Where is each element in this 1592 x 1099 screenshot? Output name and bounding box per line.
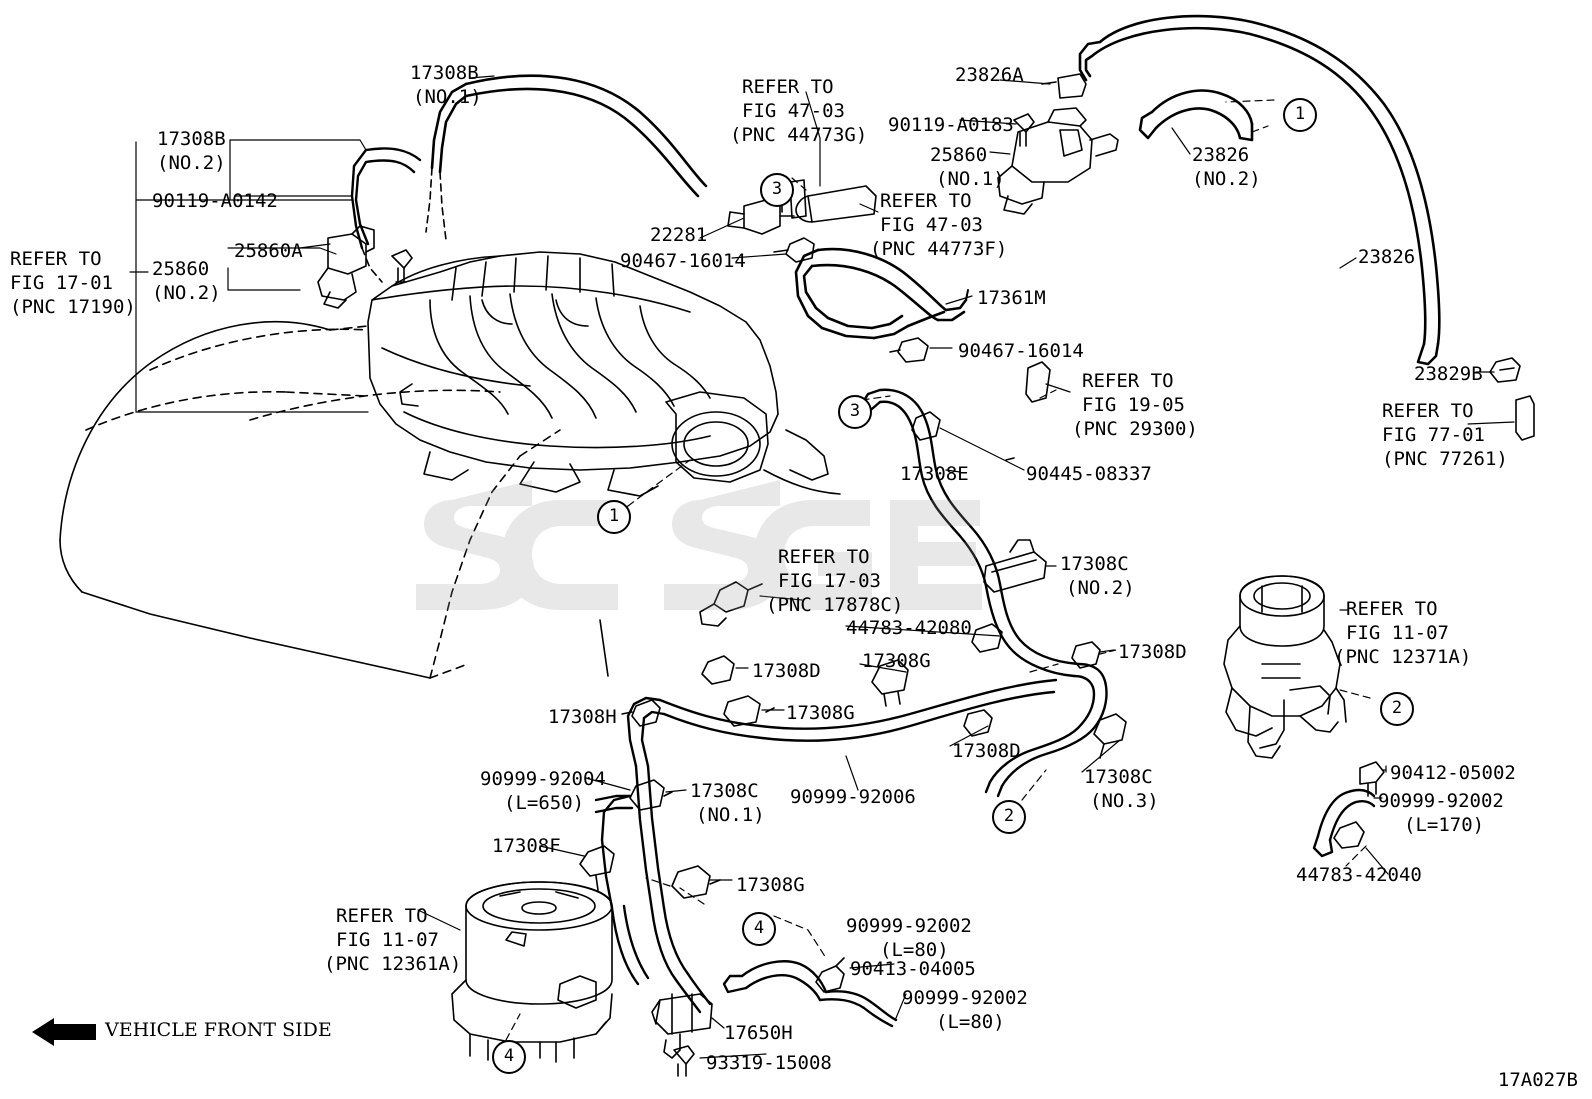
- callout-balloon-4: 4: [492, 1040, 526, 1074]
- part-label-c46: 90999-92002: [1378, 790, 1504, 812]
- part-label-c45: 90412-05002: [1390, 762, 1516, 784]
- part-label-c20: REFER TO: [1082, 370, 1174, 392]
- part-label-c2b: (NO.2): [157, 152, 226, 174]
- part-label-c6: REFER TO: [10, 248, 102, 270]
- part-label-c6c: (PNC 17190): [10, 296, 136, 318]
- part-label-c25: 44783-42080: [846, 617, 972, 639]
- part-label-c20b: FIG 19-05: [1082, 394, 1185, 416]
- part-label-c35: 90999-92006: [790, 786, 916, 808]
- part-label-c31: 17308D: [952, 740, 1021, 762]
- part-label-c23: 17308C: [1060, 553, 1129, 575]
- part-label-c23b: (NO.2): [1066, 577, 1135, 599]
- part-label-c13b: (NO.1): [936, 168, 1005, 190]
- callout-balloon-1: 1: [1283, 98, 1317, 132]
- part-label-c44: REFER TO: [1346, 598, 1438, 620]
- part-label-c7b: FIG 47-03: [742, 100, 845, 122]
- part-label-c8: 22281: [650, 224, 708, 246]
- vehicle-front-side-label: VEHICLE FRONT SIDE: [105, 1019, 332, 1041]
- callout-balloon-2: 2: [1380, 692, 1414, 726]
- part-label-c14: 23826: [1192, 144, 1250, 166]
- vehicle-front-arrow-icon: [30, 1018, 100, 1046]
- figure-code: 17A027B: [1497, 1069, 1578, 1091]
- part-label-c17: REFER TO: [1382, 400, 1474, 422]
- part-label-c36: 17308F: [492, 835, 561, 857]
- part-label-c9: 90467-16014: [620, 250, 746, 272]
- part-label-c7: REFER TO: [742, 76, 834, 98]
- part-label-c41b: (L=80): [936, 1011, 1005, 1033]
- part-label-c40: 90413-04005: [850, 958, 976, 980]
- part-label-c1b: (NO.1): [413, 86, 482, 108]
- part-label-c12: 23826A: [955, 64, 1024, 86]
- part-label-c22: 90445-08337: [1026, 463, 1152, 485]
- part-label-c16: 23829B: [1414, 363, 1483, 385]
- part-label-c19: 90467-16014: [958, 340, 1084, 362]
- part-label-c47: 44783-42040: [1296, 864, 1422, 886]
- part-label-c18: 17361M: [977, 287, 1046, 309]
- callout-balloon-3: 3: [760, 173, 794, 207]
- part-label-c3: 90119-A0142: [152, 190, 278, 212]
- part-label-c30: 17308G: [786, 702, 855, 724]
- part-label-c33: 90999-92004: [480, 768, 606, 790]
- part-label-c6b: FIG 17-01: [10, 272, 113, 294]
- part-label-c5b: (NO.2): [152, 282, 221, 304]
- part-label-c39: 90999-92002: [846, 915, 972, 937]
- part-label-c43: 93319-15008: [706, 1052, 832, 1074]
- part-label-c11: 90119-A0183: [888, 114, 1014, 136]
- part-label-c37b: FIG 11-07: [336, 929, 439, 951]
- part-label-c4: 25860A: [234, 240, 303, 262]
- part-label-c14b: (NO.2): [1192, 168, 1261, 190]
- part-label-c29: 17308H: [548, 706, 617, 728]
- part-label-c37c: (PNC 12361A): [324, 953, 462, 975]
- part-label-c42: 17650H: [724, 1022, 793, 1044]
- part-label-c2: 17308B: [157, 128, 226, 150]
- part-label-c13: 25860: [930, 144, 988, 166]
- callout-balloon-4: 4: [742, 912, 776, 946]
- part-label-c34b: (NO.1): [696, 804, 765, 826]
- part-label-c21: 17308E: [900, 463, 969, 485]
- part-label-c1: 17308B: [410, 62, 479, 84]
- part-label-c41: 90999-92002: [902, 987, 1028, 1009]
- part-label-c27: 17308G: [862, 650, 931, 672]
- part-label-c44b: FIG 11-07: [1346, 622, 1449, 644]
- part-label-c17c: (PNC 77261): [1382, 448, 1508, 470]
- part-label-c24b: FIG 17-03: [778, 570, 881, 592]
- part-label-c10: REFER TO: [880, 190, 972, 212]
- part-label-c20c: (PNC 29300): [1072, 418, 1198, 440]
- part-label-c38: 17308G: [736, 874, 805, 896]
- part-label-c34: 17308C: [690, 780, 759, 802]
- callout-balloon-2: 2: [992, 800, 1026, 834]
- part-label-c32b: (NO.3): [1090, 790, 1159, 812]
- part-label-c26: 17308D: [1118, 641, 1187, 663]
- part-label-c44c: (PNC 12371A): [1334, 646, 1472, 668]
- part-label-c15: 23826: [1358, 246, 1416, 268]
- part-label-c10c: (PNC 44773F): [870, 238, 1008, 260]
- part-label-c37: REFER TO: [336, 905, 428, 927]
- part-label-c39b: (L=80): [880, 939, 949, 961]
- part-label-c33b: (L=650): [504, 792, 585, 814]
- part-label-c24c: (PNC 17878C): [766, 594, 904, 616]
- callout-balloon-1: 1: [597, 500, 631, 534]
- part-label-c17b: FIG 77-01: [1382, 424, 1485, 446]
- part-label-c32: 17308C: [1084, 766, 1153, 788]
- callout-balloon-3: 3: [838, 395, 872, 429]
- part-label-c28: 17308D: [752, 660, 821, 682]
- part-label-c7c: (PNC 44773G): [730, 124, 868, 146]
- part-label-c46b: (L=170): [1404, 814, 1485, 836]
- part-label-c10b: FIG 47-03: [880, 214, 983, 236]
- part-label-c5: 25860: [152, 258, 210, 280]
- part-label-c24: REFER TO: [778, 546, 870, 568]
